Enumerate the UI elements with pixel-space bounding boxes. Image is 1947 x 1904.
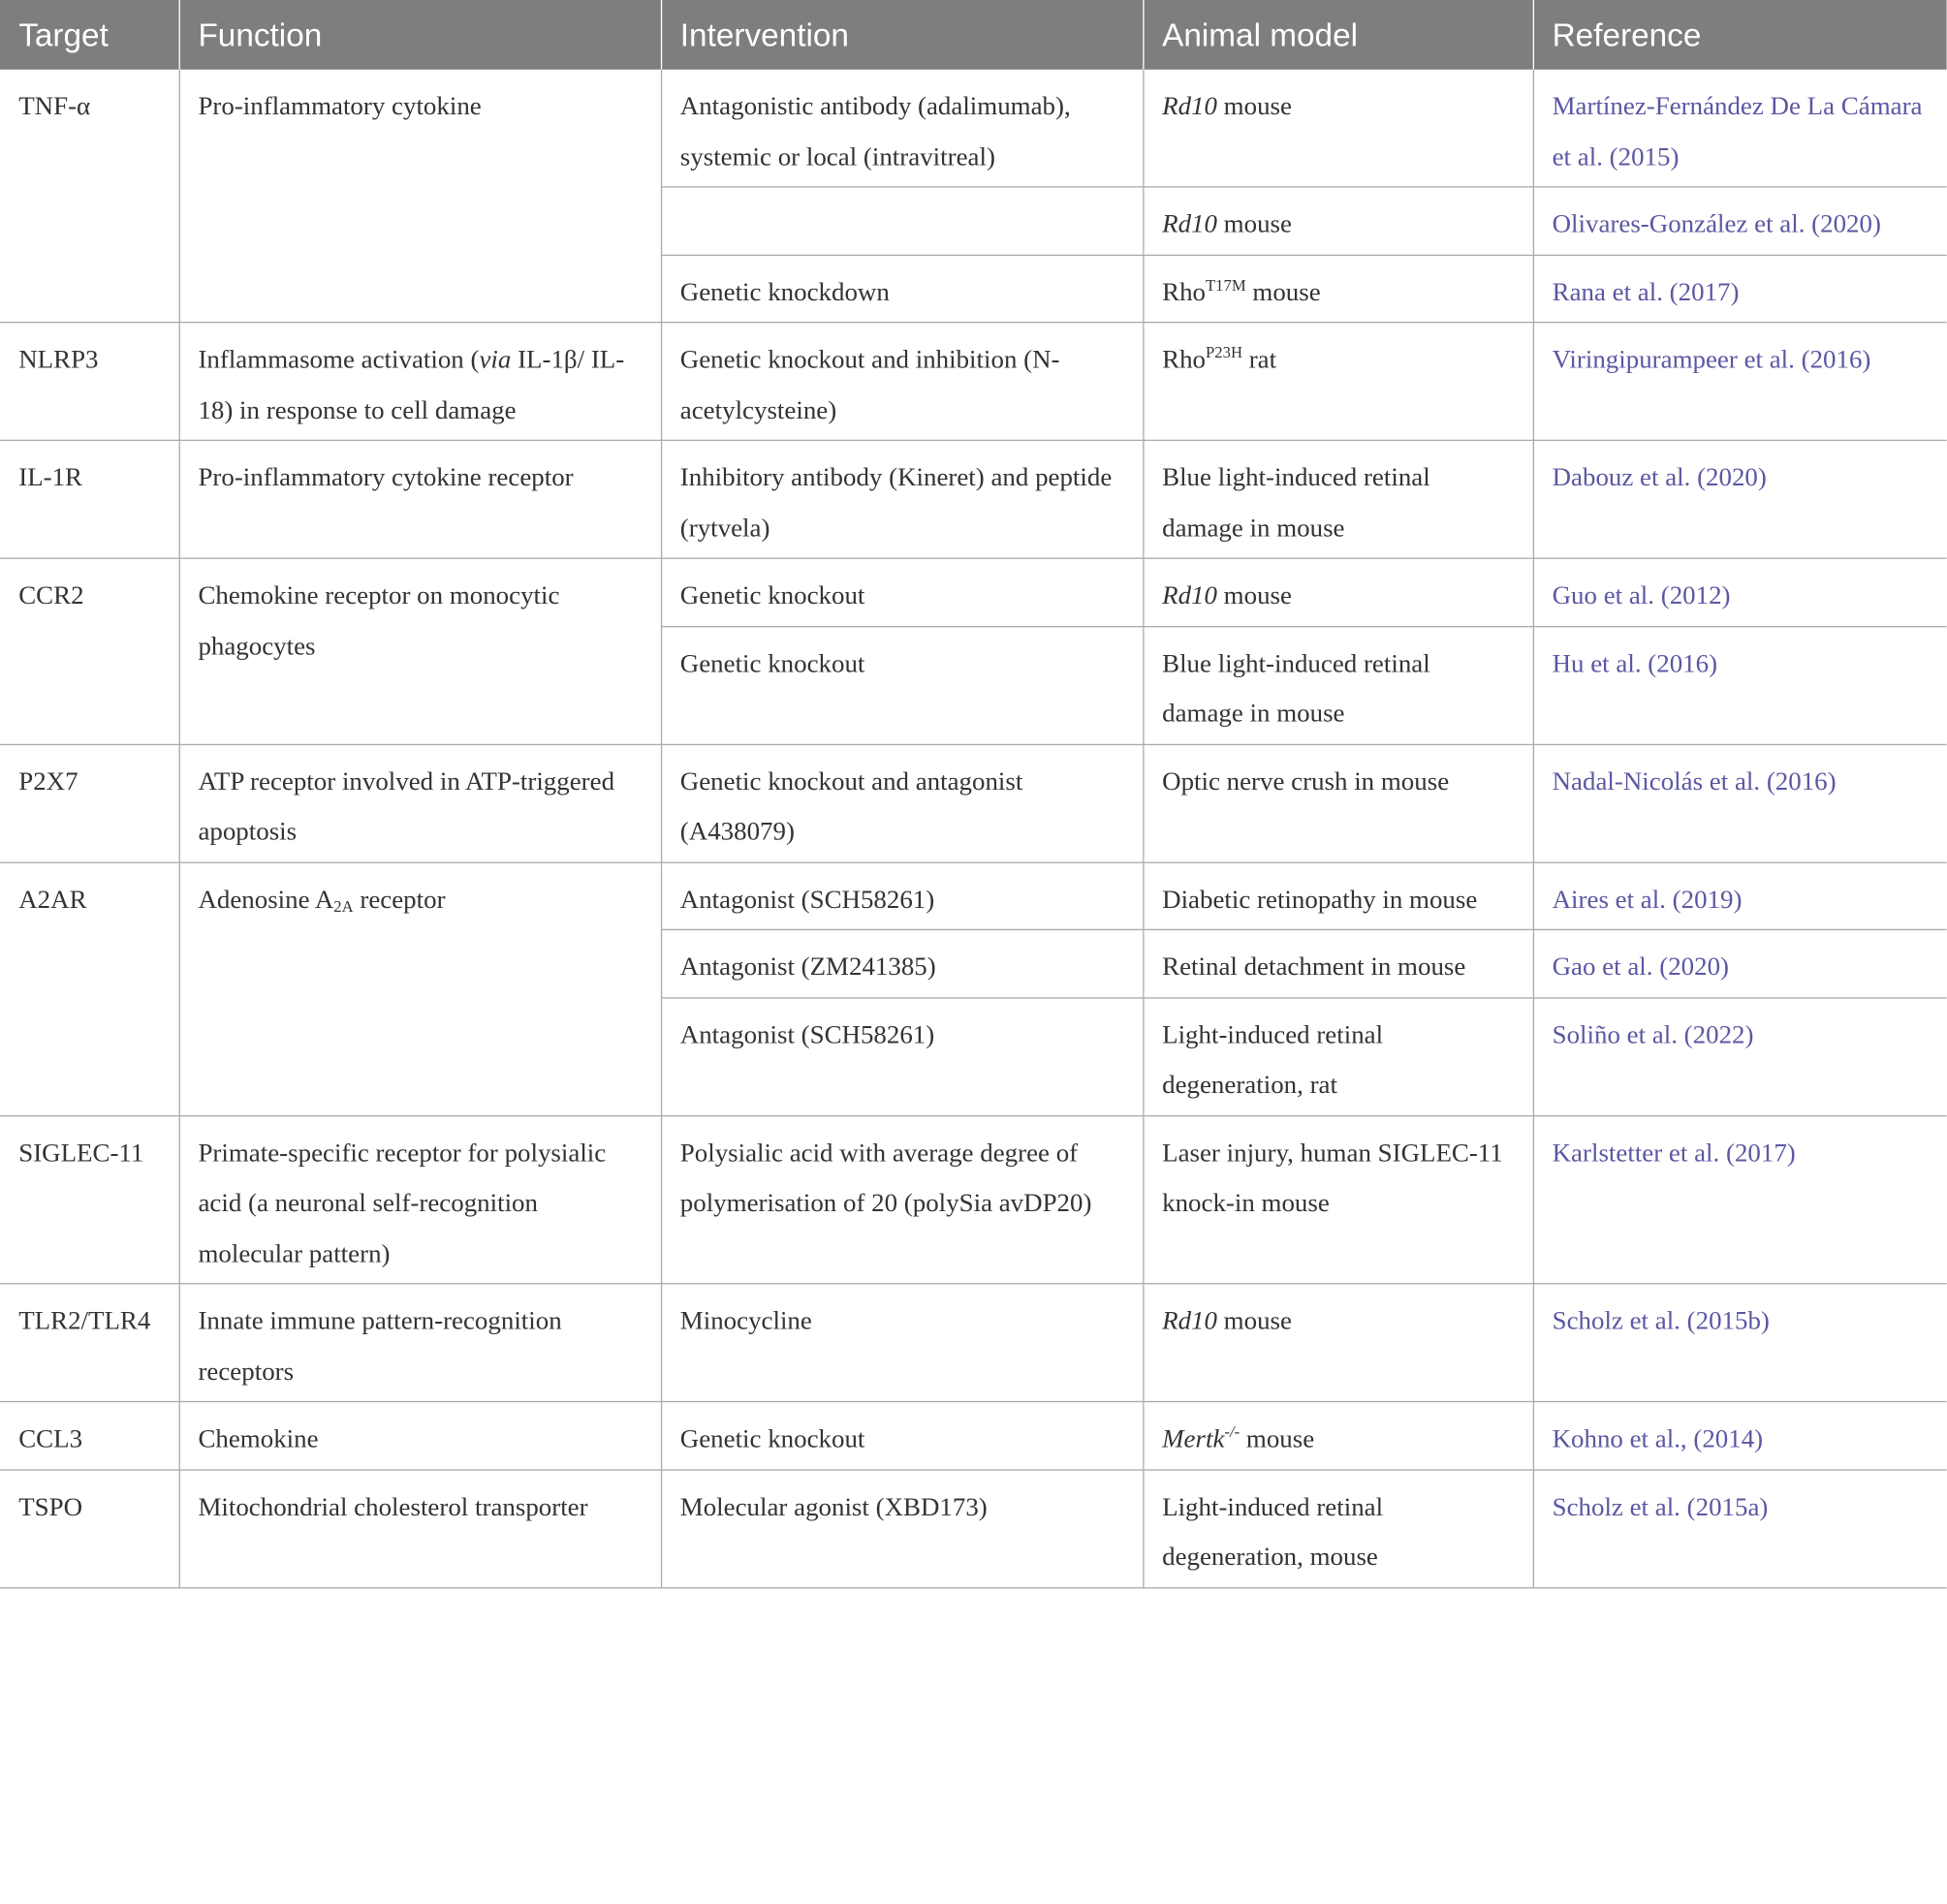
reference-link[interactable]: Viringipurampeer et al. (2016) <box>1533 323 1947 441</box>
function-cell <box>179 323 661 441</box>
animal-model-cell: Optic nerve crush in mouse <box>1143 744 1532 862</box>
reference-link[interactable]: Soliño et al. (2022) <box>1533 997 1947 1115</box>
function-text: Adenosine A <box>198 884 334 914</box>
target-cell: SIGLEC-11 <box>0 1115 179 1284</box>
table-row <box>0 1402 1947 1470</box>
animal-model-cell <box>1143 1402 1532 1470</box>
target-cell: P2X7 <box>0 744 179 862</box>
table-row <box>0 1284 1947 1402</box>
animal-model-cell <box>1143 558 1532 626</box>
animal-model-cell <box>1143 187 1532 255</box>
animal-model-cell: Blue light-induced retinal damage in mouse <box>1143 440 1532 558</box>
animal-model-cell <box>1143 70 1532 187</box>
model-superscript: P23H <box>1206 342 1242 362</box>
model-text: mouse <box>1216 208 1292 239</box>
function-cell <box>179 862 661 1115</box>
intervention-cell: Antagonistic antibody (adalimumab), systemic or local (intravitreal) <box>661 70 1143 187</box>
target-cell: CCR2 <box>0 558 179 744</box>
animal-model-cell: Laser injury, human SIGLEC-11 knock-in mouse <box>1143 1115 1532 1284</box>
target-cell: CCL3 <box>0 1402 179 1470</box>
intervention-cell: Antagonist (ZM241385) <box>661 929 1143 997</box>
model-text: rat <box>1241 344 1277 374</box>
animal-model-cell <box>1143 1284 1532 1402</box>
function-cell: Primate-specific receptor for polysialic acid (a neuronal self-recognition molecular pattern) <box>179 1115 661 1284</box>
target-cell: TSPO <box>0 1469 179 1587</box>
model-italic: Rd10 <box>1162 579 1217 610</box>
intervention-cell: Inhibitory antibody (Kineret) and peptide (rytvela) <box>661 440 1143 558</box>
intervention-cell: Antagonist (SCH58261) <box>661 997 1143 1115</box>
model-text: mouse <box>1240 1422 1315 1453</box>
model-italic: Rd10 <box>1162 90 1217 121</box>
intervention-cell: Genetic knockout <box>661 558 1143 626</box>
reference-link[interactable]: Rana et al. (2017) <box>1533 255 1947 323</box>
reference-link[interactable]: Guo et al. (2012) <box>1533 558 1947 626</box>
animal-model-cell <box>1143 323 1532 441</box>
model-text: mouse <box>1245 276 1321 306</box>
intervention-cell: Polysialic acid with average degree of polymerisation of 20 (polySia avDP20) <box>661 1115 1143 1284</box>
reference-link[interactable]: Scholz et al. (2015a) <box>1533 1469 1947 1587</box>
model-superscript: T17M <box>1206 274 1246 295</box>
model-italic: Rd10 <box>1162 1305 1217 1335</box>
intervention-cell: Genetic knockout <box>661 626 1143 744</box>
animal-model-cell: Light-induced retinal degeneration, rat <box>1143 997 1532 1115</box>
animal-model-cell: Light-induced retinal degeneration, mouse <box>1143 1469 1532 1587</box>
intervention-cell: Antagonist (SCH58261) <box>661 862 1143 930</box>
reference-link[interactable]: Aires et al. (2019) <box>1533 862 1947 930</box>
model-italic: Rd10 <box>1162 208 1217 239</box>
reference-link[interactable]: Nadal-Nicolás et al. (2016) <box>1533 744 1947 862</box>
reference-link[interactable]: Gao et al. (2020) <box>1533 929 1947 997</box>
header-reference: Reference <box>1533 0 1947 70</box>
table-row <box>0 744 1947 862</box>
table-row <box>0 440 1947 558</box>
target-cell: IL-1R <box>0 440 179 558</box>
model-italic: Mertk <box>1162 1422 1225 1453</box>
reference-link[interactable]: Martínez-Fernández De La Cámara et al. (2015) <box>1533 70 1947 187</box>
function-subscript: 2A <box>333 895 354 916</box>
function-cell: Mitochondrial cholesterol transporter <box>179 1469 661 1587</box>
intervention-cell: Molecular agonist (XBD173) <box>661 1469 1143 1587</box>
function-cell: Innate immune pattern-recognition receptors <box>179 1284 661 1402</box>
table-row <box>0 862 1947 930</box>
function-cell: Chemokine receptor on monocytic phagocytes <box>179 558 661 744</box>
header-row <box>0 0 1947 70</box>
model-text: mouse <box>1216 579 1292 610</box>
reference-link[interactable]: Hu et al. (2016) <box>1533 626 1947 744</box>
function-cell: Pro-inflammatory cytokine <box>179 70 661 323</box>
header-animal-model: Animal model <box>1143 0 1532 70</box>
intervention-cell: Genetic knockout and inhibition (N-acetylcysteine) <box>661 323 1143 441</box>
target-cell: A2AR <box>0 862 179 1115</box>
model-text: Rho <box>1162 276 1207 306</box>
intervention-cell <box>661 187 1143 255</box>
animal-model-cell: Retinal detachment in mouse <box>1143 929 1532 997</box>
target-cell: TNF-α <box>0 70 179 323</box>
reference-link[interactable]: Olivares-González et al. (2020) <box>1533 187 1947 255</box>
model-superscript: -/- <box>1224 1421 1240 1441</box>
target-cell: NLRP3 <box>0 323 179 441</box>
reference-link[interactable]: Karlstetter et al. (2017) <box>1533 1115 1947 1284</box>
model-text: mouse <box>1216 90 1292 121</box>
reference-link[interactable]: Dabouz et al. (2020) <box>1533 440 1947 558</box>
intervention-cell: Genetic knockout and antagonist (A438079) <box>661 744 1143 862</box>
reference-link[interactable]: Kohno et al., (2014) <box>1533 1402 1947 1470</box>
function-text: IL-1β/ IL-18) in response to cell damage <box>198 344 625 424</box>
intervention-cell: Genetic knockout <box>661 1402 1143 1470</box>
table-row <box>0 1115 1947 1284</box>
target-cell: TLR2/TLR4 <box>0 1284 179 1402</box>
intervention-cell: Minocycline <box>661 1284 1143 1402</box>
reference-link[interactable]: Scholz et al. (2015b) <box>1533 1284 1947 1402</box>
table-row <box>0 1469 1947 1587</box>
function-cell: Chemokine <box>179 1402 661 1470</box>
function-italic: via <box>479 344 512 374</box>
function-text: Inflammasome activation ( <box>198 344 480 374</box>
header-intervention: Intervention <box>661 0 1143 70</box>
header-function: Function <box>179 0 661 70</box>
function-cell: ATP receptor involved in ATP-triggered apoptosis <box>179 744 661 862</box>
animal-model-cell: Diabetic retinopathy in mouse <box>1143 862 1532 930</box>
function-text: receptor <box>353 884 446 914</box>
function-cell: Pro-inflammatory cytokine receptor <box>179 440 661 558</box>
header-target: Target <box>0 0 179 70</box>
animal-model-cell: Blue light-induced retinal damage in mouse <box>1143 626 1532 744</box>
table-row <box>0 70 1947 187</box>
model-text: Rho <box>1162 344 1207 374</box>
animal-model-cell <box>1143 255 1532 323</box>
table-row <box>0 558 1947 626</box>
table-row <box>0 323 1947 441</box>
model-text: mouse <box>1216 1305 1292 1335</box>
intervention-cell: Genetic knockdown <box>661 255 1143 323</box>
